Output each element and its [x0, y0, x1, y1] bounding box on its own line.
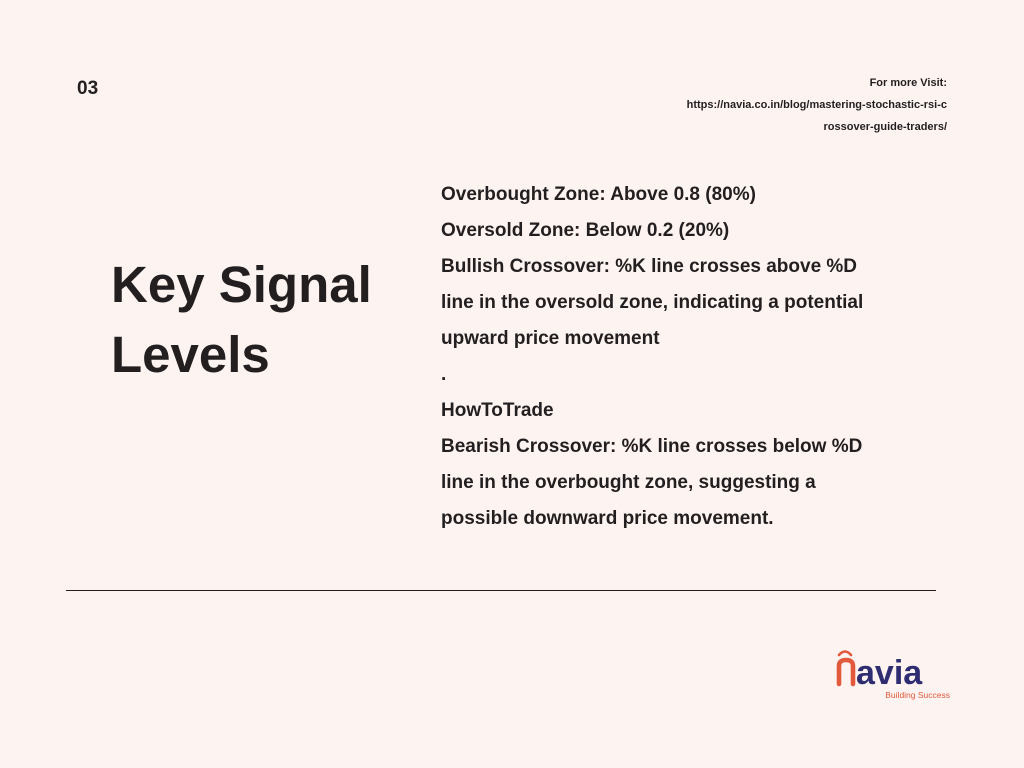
- divider: [66, 590, 936, 591]
- title-line: Levels: [111, 326, 270, 383]
- content-line: line in the overbought zone, suggesting a: [441, 472, 816, 493]
- logo-wordmark: avia: [856, 654, 923, 692]
- content-line: .: [441, 364, 447, 385]
- visit-block: [627, 72, 947, 138]
- logo-tagline: Building Success: [885, 690, 950, 700]
- content-block: [441, 177, 951, 537]
- content-line: possible downward price movement.: [441, 508, 774, 529]
- content-line: upward price movement: [441, 328, 660, 349]
- content-line: line in the oversold zone, indicating a potential: [441, 292, 864, 313]
- content-line: Bullish Crossover: %K line crosses above %D: [441, 256, 858, 277]
- content-line: Oversold Zone: Below 0.2 (20%): [441, 220, 730, 241]
- logo-accent-arc: [839, 652, 851, 656]
- title-line: Key Signal: [111, 256, 372, 313]
- visit-url-line[interactable]: rossover-guide-traders/: [823, 121, 947, 133]
- navia-logo: [836, 648, 951, 704]
- content-line: Bearish Crossover: %K line crosses below %D: [441, 436, 863, 457]
- visit-label: For more Visit:: [869, 77, 947, 89]
- content-line: HowToTrade: [441, 400, 554, 421]
- logo-letter-n: [839, 660, 853, 684]
- page-title: [111, 250, 421, 390]
- page-number: 03: [77, 78, 99, 99]
- visit-url-line[interactable]: https://navia.co.in/blog/mastering-stochastic-rsi-c: [686, 99, 947, 111]
- content-line: Overbought Zone: Above 0.8 (80%): [441, 184, 756, 205]
